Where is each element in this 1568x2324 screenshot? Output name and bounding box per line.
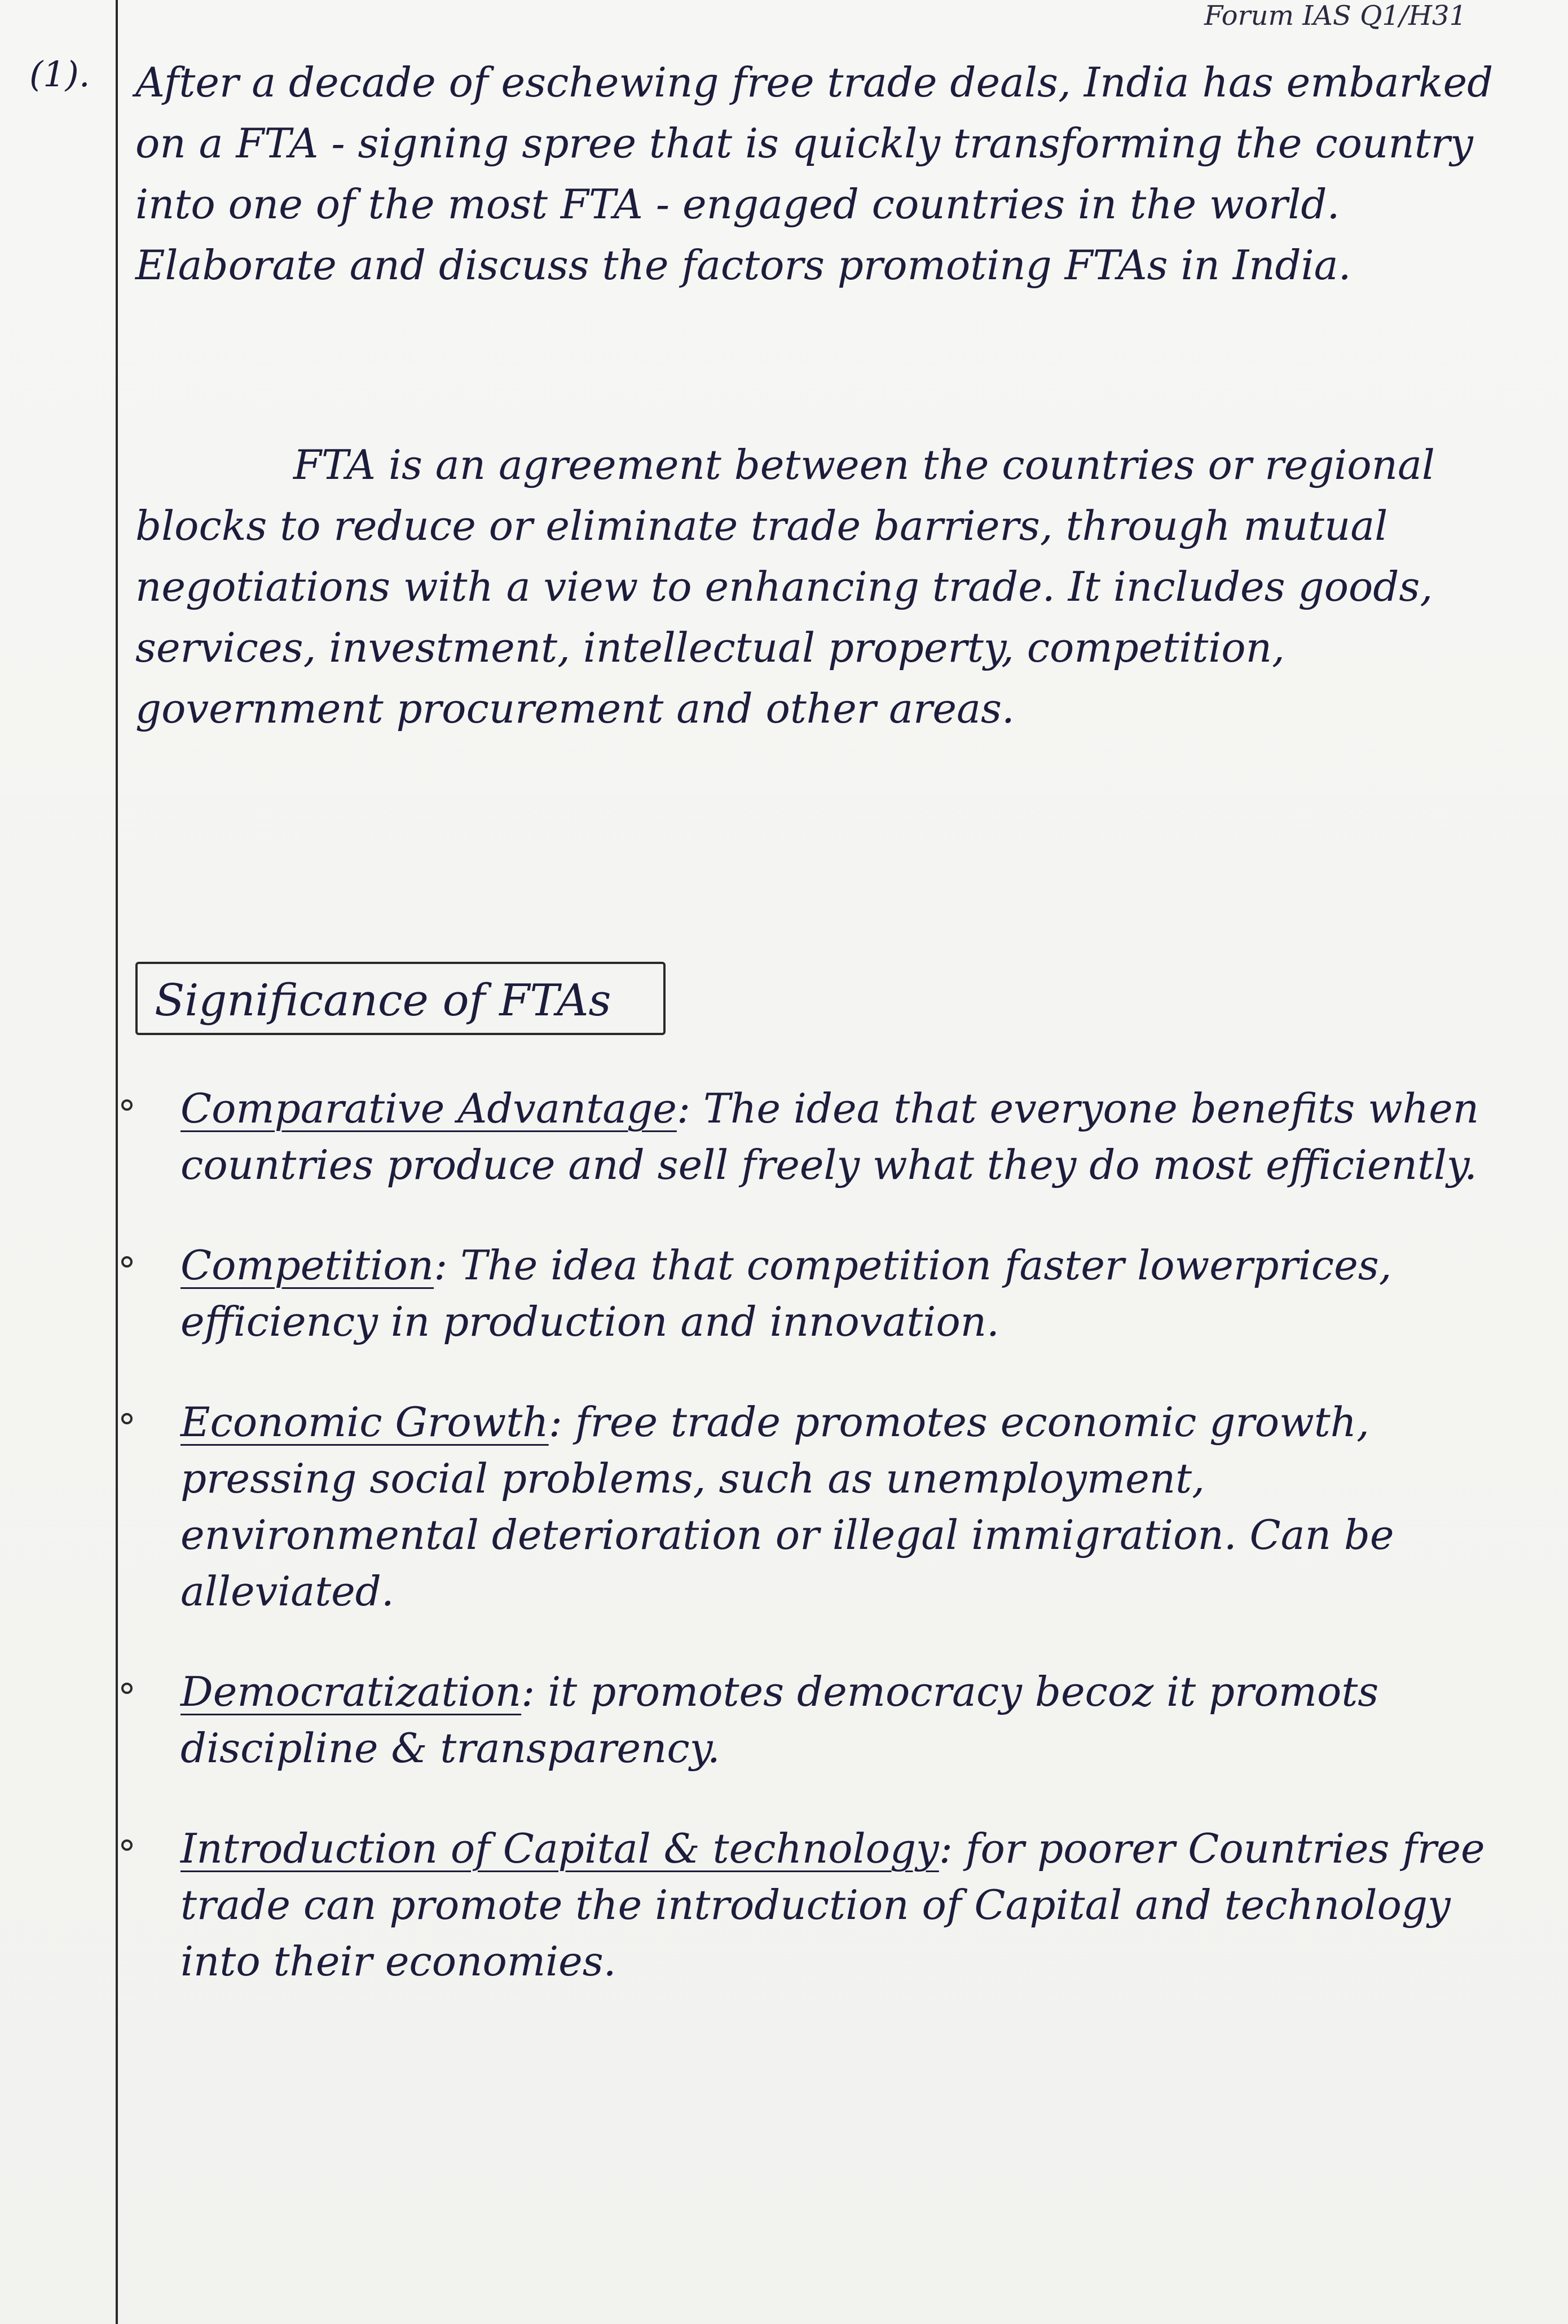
- point-text: : The idea that competition faster lowerprices, efficiency in production and innovation.: [180, 1242, 1392, 1345]
- bullet-icon: [121, 1413, 133, 1424]
- point-term: Comparative Advantage: [180, 1085, 677, 1132]
- bullet-icon: [121, 1256, 133, 1267]
- bullet-icon: [121, 1839, 133, 1851]
- question-number: (1).: [29, 54, 90, 95]
- list-item: [104, 1394, 1503, 1619]
- point-term: Economic Growth: [180, 1398, 549, 1446]
- question-text: After a decade of eschewing free trade deals, India has embarked on a FTA - signing spree that is quickly transforming the country into one of the most FTA - engaged countries in the world. Elaborate and discuss the factors promoting FTAs in India.: [135, 59, 1494, 289]
- point-term: Introduction of Capital & technology: [180, 1825, 939, 1872]
- points-list: [104, 1080, 1503, 2034]
- section-title: Significance of FTAs: [135, 962, 666, 1035]
- list-item: [104, 1663, 1503, 1776]
- list-item: [104, 1080, 1503, 1193]
- point-text: : free trade promotes economic growth, pressing social problems, such as unemployment, environmental deterioration or illegal immigration. Can be alleviated.: [180, 1398, 1394, 1615]
- list-item: [104, 1237, 1503, 1350]
- point-text: : for poorer Countries free trade can promote the introduction of Capital and technology into their economies.: [180, 1825, 1485, 1985]
- list-item: [104, 1820, 1503, 1990]
- header-note: Forum IAS Q1/H31: [1204, 0, 1466, 32]
- point-text: : it promotes democracy becoz it promots discipline & transparency.: [180, 1668, 1379, 1772]
- point-term: Competition: [180, 1242, 434, 1289]
- point-term: Democratization: [180, 1668, 522, 1715]
- point-text: : The idea that everyone benefits when countries produce and sell freely what they do most efficiently.: [180, 1085, 1479, 1189]
- bullet-icon: [121, 1683, 133, 1694]
- answer-intro: FTA is an agreement between the countries or regional blocks to reduce or eliminate trade barriers, through mutual negotiations with a view to enhancing trade. It includes goods, services, investment, intellectual property, competition, government procurement and other areas.: [135, 441, 1435, 732]
- bullet-icon: [121, 1099, 133, 1111]
